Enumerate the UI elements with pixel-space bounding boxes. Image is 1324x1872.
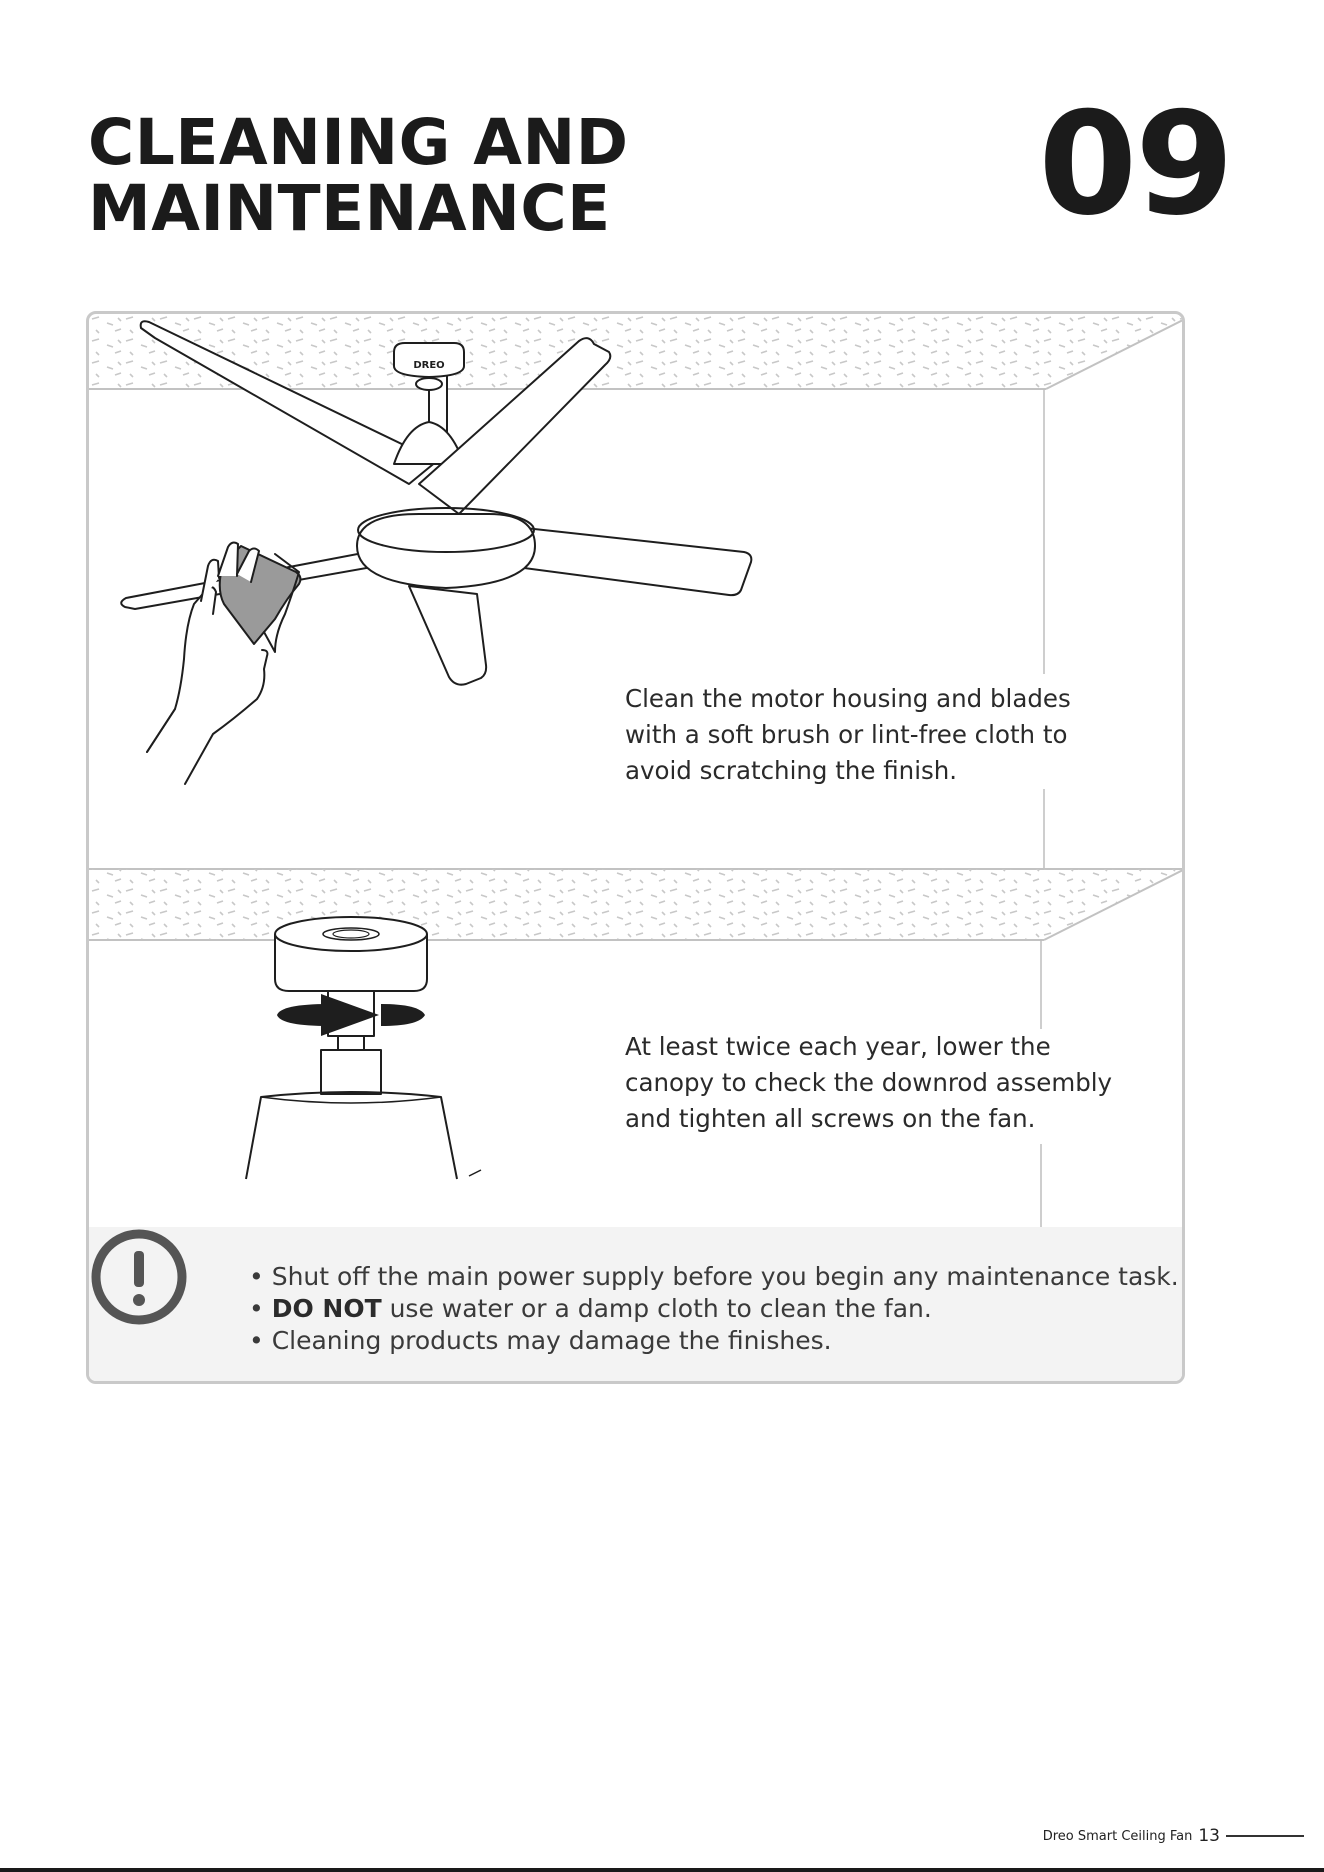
instruction-1-line-2: with a soft brush or lint-free cloth to: [625, 720, 1068, 749]
bottom-bar: [0, 1868, 1324, 1872]
exclamation-circle-icon: [89, 1227, 189, 1327]
instruction-2-line-3: and tighten all screws on the fan.: [625, 1104, 1036, 1133]
page-title-line-2: MAINTENANCE: [88, 172, 611, 245]
footer-page-number: 13: [1198, 1826, 1220, 1846]
hand-wiping-blade-icon: [147, 543, 300, 784]
illustration-panel: [86, 311, 1185, 1384]
warning-item-water: • DO NOT use water or a damp cloth to clean the fan.: [249, 1293, 1179, 1325]
instruction-2-line-1: At least twice each year, lower the: [625, 1032, 1051, 1061]
downrod-canopy-illustration: [246, 917, 481, 1179]
instruction-2-line-2: canopy to check the downrod assembly: [625, 1068, 1113, 1097]
section-number: 09: [1038, 82, 1232, 247]
warning-item-products: • Cleaning products may damage the finishes.: [249, 1325, 1179, 1357]
warning-box: [89, 1227, 1185, 1384]
warning-list: [249, 1261, 1179, 1357]
page-footer: [1043, 1826, 1304, 1846]
instruction-1-line-3: avoid scratching the finish.: [625, 756, 958, 785]
instruction-clean-blades: [625, 681, 1079, 789]
footer-rule: [1226, 1835, 1304, 1837]
instruction-1-line-1: Clean the motor housing and blades: [625, 684, 1071, 713]
page-title-line-1: CLEANING AND: [88, 106, 629, 179]
instruction-check-downrod: [625, 1029, 1120, 1137]
warning-emphasis: DO NOT: [271, 1294, 382, 1323]
footer-product-name: Dreo Smart Ceiling Fan: [1042, 1828, 1193, 1844]
warning-item-power: • Shut off the main power supply before you begin any maintenance task.: [249, 1261, 1179, 1293]
page-title: [88, 106, 629, 245]
brand-mark: DREO: [413, 360, 445, 371]
